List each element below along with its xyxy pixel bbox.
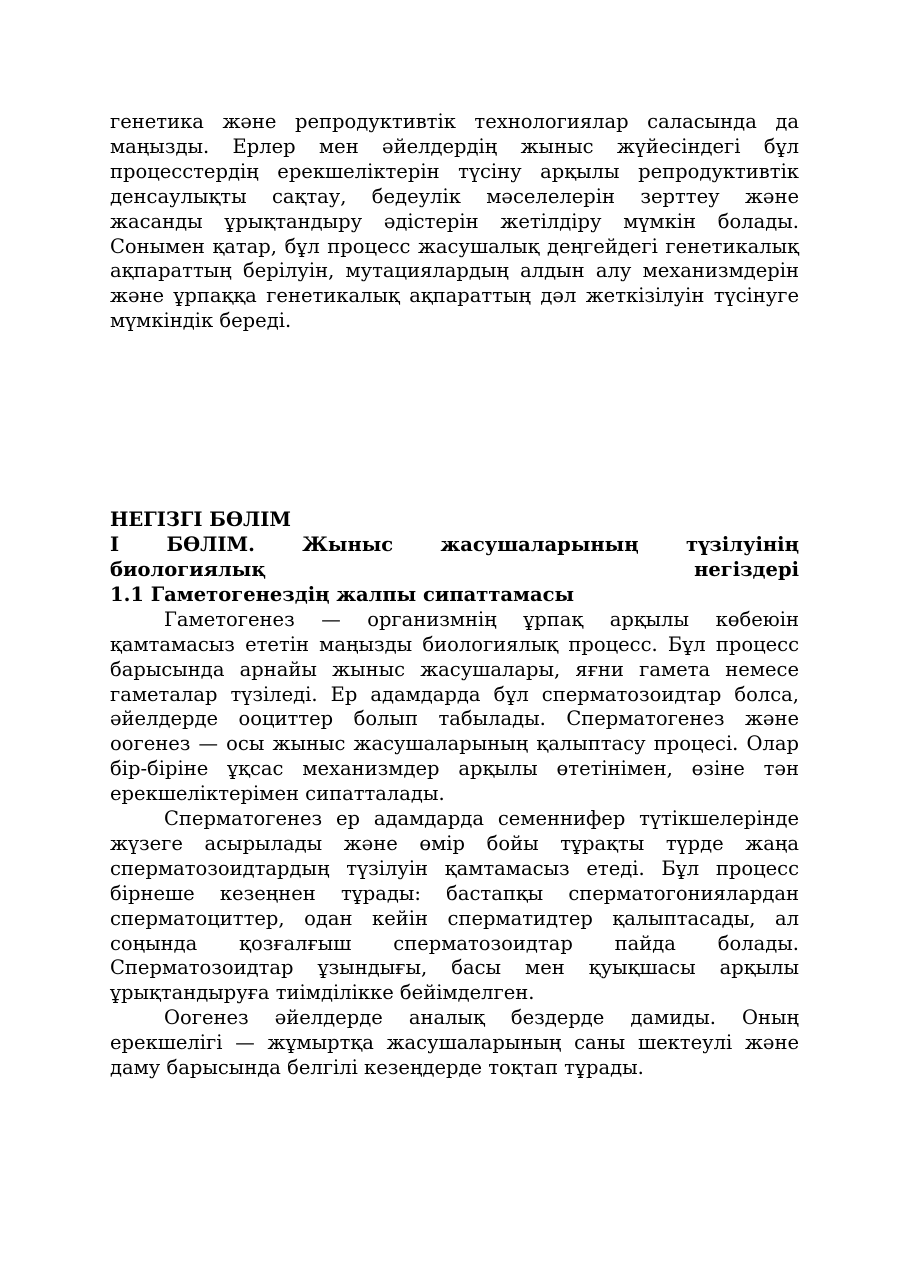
body-paragraph-gametogenesis: Гаметогенез — организмнің ұрпақ арқылы көбеюін қамтамасыз ететін маңызды биологиялық процесс. Бұл процесс барысында арнайы жыныс жасушалары, яғни гамета немесе гаметалар түзіледі. Ер адамдарда бұл сперматозоидтар болса, әйелдерде ооциттер болып табылады. Сперматогенез және оогенез — осы жыныс жасушаларының қалыптасу процесі. Олар бір-біріне ұқсас механизмдер арқылы өтетінімен, өзіне тән ерекшеліктерімен сипатталады. (110, 607, 799, 806)
body-paragraph-oogenesis: Оогенез әйелдерде аналық бездерде дамиды. Оның ерекшелігі — жұмыртқа жасушаларының саны шектеулі және даму барысында белгілі кезеңдерде тоқтап тұрады. (110, 1006, 799, 1080)
page-content (110, 110, 799, 1081)
part-heading: І БӨЛІМ. Жыныс жасушаларының түзілуінің биологиялық негіздері (110, 533, 799, 581)
subsection-heading: 1.1 Гаметогенездің жалпы сипаттамасы (110, 582, 575, 606)
blank-space (110, 334, 799, 508)
section-heading: НЕГІЗГІ БӨЛІМ (110, 508, 291, 532)
body-paragraph-spermatogenesis: Сперматогенез ер адамдарда семеннифер түтікшелерінде жүзеге асырылады және өмір бойы тұрақты түрде жаңа сперматозоидтардың түзілуін қамтамасыз етеді. Бұл процесс бірнеше кезеңнен тұрады: бастапқы сперматогониялардан сперматоциттер, одан кейін сперматидтер қалыптасады, ал соңында қозғалғыш сперматозоидтар пайда болады. Сперматозоидтар ұзындығы, басы мен қуықшасы арқылы ұрықтандыруға тиімділікке бейімделген. (110, 807, 799, 1005)
intro-paragraph: генетика және репродуктивтік технологиялар саласында да маңызды. Ерлер мен әйелдердің жыныс жүйесіндегі бұл процесстердің ерекшеліктерін түсіну арқылы репродуктивтік денсаулықты сақтау, бедеулік мәселелерін зерттеу және жасанды ұрықтандыру әдістерін жетілдіру мүмкін болады. Сонымен қатар, бұл процесс жасушалық деңгейдегі генетикалық ақпараттың берілуін, мутациялардың алдын алу механизмдерін және ұрпаққа генетикалық ақпараттың дәл жеткізілуін түсінуге мүмкіндік береді. (110, 110, 799, 333)
